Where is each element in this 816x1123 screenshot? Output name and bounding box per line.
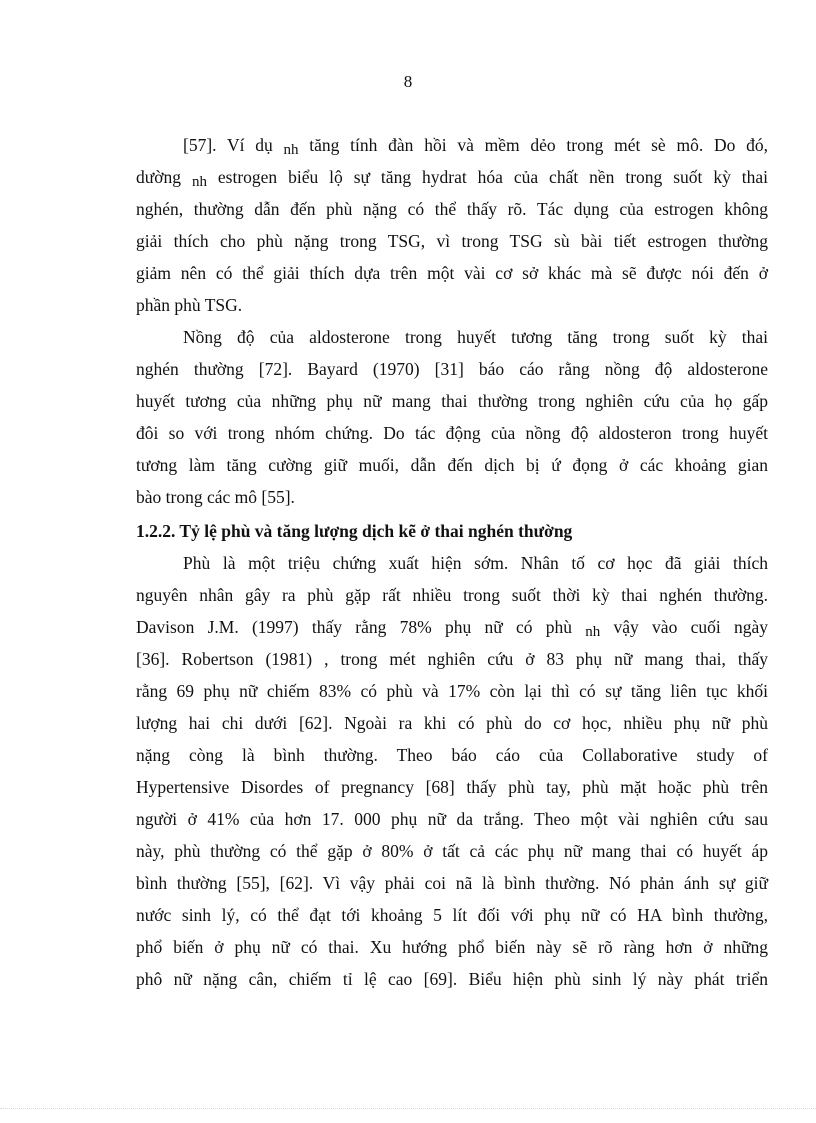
paragraph-2-line-5: tương làm tăng cường giữ muối, dẫn đến dịch bị ứ đọng ở các khoảng gian [136,455,768,475]
paragraph-1-line-4: giải thích cho phù nặng trong TSG, vì trong TSG sù bài tiết estrogen thường [136,231,768,251]
paragraph-2-line-2: nghén thường [72]. Bayard (1970) [31] báo cáo rằng nồng độ aldosterone [136,359,768,379]
paragraph-3-line-9: người ở 41% của hơn 17. 000 phụ nữ da trắng. Theo một vài nghiên cứu sau [136,809,768,829]
page-number: 8 [403,72,413,91]
paragraph-2-line-3: huyết tương của những phụ nữ mang thai thường trong nghiên cứu của họ gấp [136,391,768,411]
paragraph-2-line-1: Nồng độ của aldosterone trong huyết tương tăng trong suốt kỳ thai [183,327,768,347]
text-fragment: nh [191,174,207,190]
section-heading: 1.2.2. Tỷ lệ phù và tăng lượng dịch kẽ ở thai nghén thường [136,521,573,541]
paragraph-3-line-14: phô nữ nặng cân, chiếm tỉ lệ cao [69]. Biểu hiện phù sinh lý này phát triển [136,969,768,989]
page-border-line [0,1108,816,1109]
paragraph-3-line-11: bình thường [55], [62]. Vì vậy phải coi nã là bình thường. Nó phản ánh sự giữ [136,873,768,893]
paragraph-3-line-6: lượng hai chi dưới [62]. Ngoài ra khi có phù do cơ học, nhiều phụ nữ phù [136,713,768,733]
paragraph-1-line-5: giảm nên có thể giải thích dựa trên một vài cơ sở khác mà sẽ được nói đến ở [136,263,768,283]
paragraph-3-line-1: Phù là một triệu chứng xuất hiện sớm. Nhân tố cơ học đã giải thích [183,553,768,573]
paragraph-1-line-3: nghén, thường dẫn đến phù nặng có thể thấy rõ. Tác dụng của estrogen không [136,199,768,219]
paragraph-3-line-10: này, phù thường có thể gặp ở 80% ở tất cả các phụ nữ mang thai có huyết áp [136,841,768,861]
paragraph-3-line-2: nguyên nhân gây ra phù gặp rất nhiều trong suốt thời kỳ thai nghén thường. [136,585,768,605]
text-fragment: nh [585,624,601,640]
paragraph-2-line-4: đôi so với trong nhóm chứng. Do tác động của nồng độ aldosteron trong huyết [136,423,768,443]
paragraph-3-line-8: Hypertensive Disordes of pregnancy [68] thấy phù tay, phù mặt hoặc phù trên [136,777,768,797]
paragraph-3-line-13: phổ biến ở phụ nữ có thai. Xu hướng phổ biến này sẽ rõ ràng hơn ở những [136,937,768,957]
paragraph-3-line-12: nước sinh lý, có thể đạt tới khoảng 5 lít đối với phụ nữ có HA bình thường, [136,905,768,925]
paragraph-3-line-3: Davison J.M. (1997) thấy rằng 78% phụ nữ có phù nh vậy vào cuối ngày [136,617,768,640]
paragraph-3-line-4: [36]. Robertson (1981) , trong mét nghiên cứu ở 83 phụ nữ mang thai, thấy [136,649,768,669]
paragraph-1-line-1: [57]. Ví dụ nh tăng tính đàn hồi và mềm dẻo trong mét sè mô. Do đó, [183,135,768,158]
paragraph-3-line-7: nặng còng là bình thường. Theo báo cáo của Collaborative study of [136,745,768,765]
paragraph-2-line-6: bào trong các mô [55]. [136,487,295,507]
paragraph-1-line-6: phần phù TSG. [136,295,243,315]
text-fragment: nh [283,142,299,158]
paragraph-1-line-2: dường nh estrogen biểu lộ sự tăng hydrat hóa của chất nền trong suốt kỳ thai [136,167,768,190]
paragraph-3-line-5: rằng 69 phụ nữ chiếm 83% có phù và 17% còn lại thì có sự tăng liên tục khối [136,681,768,701]
